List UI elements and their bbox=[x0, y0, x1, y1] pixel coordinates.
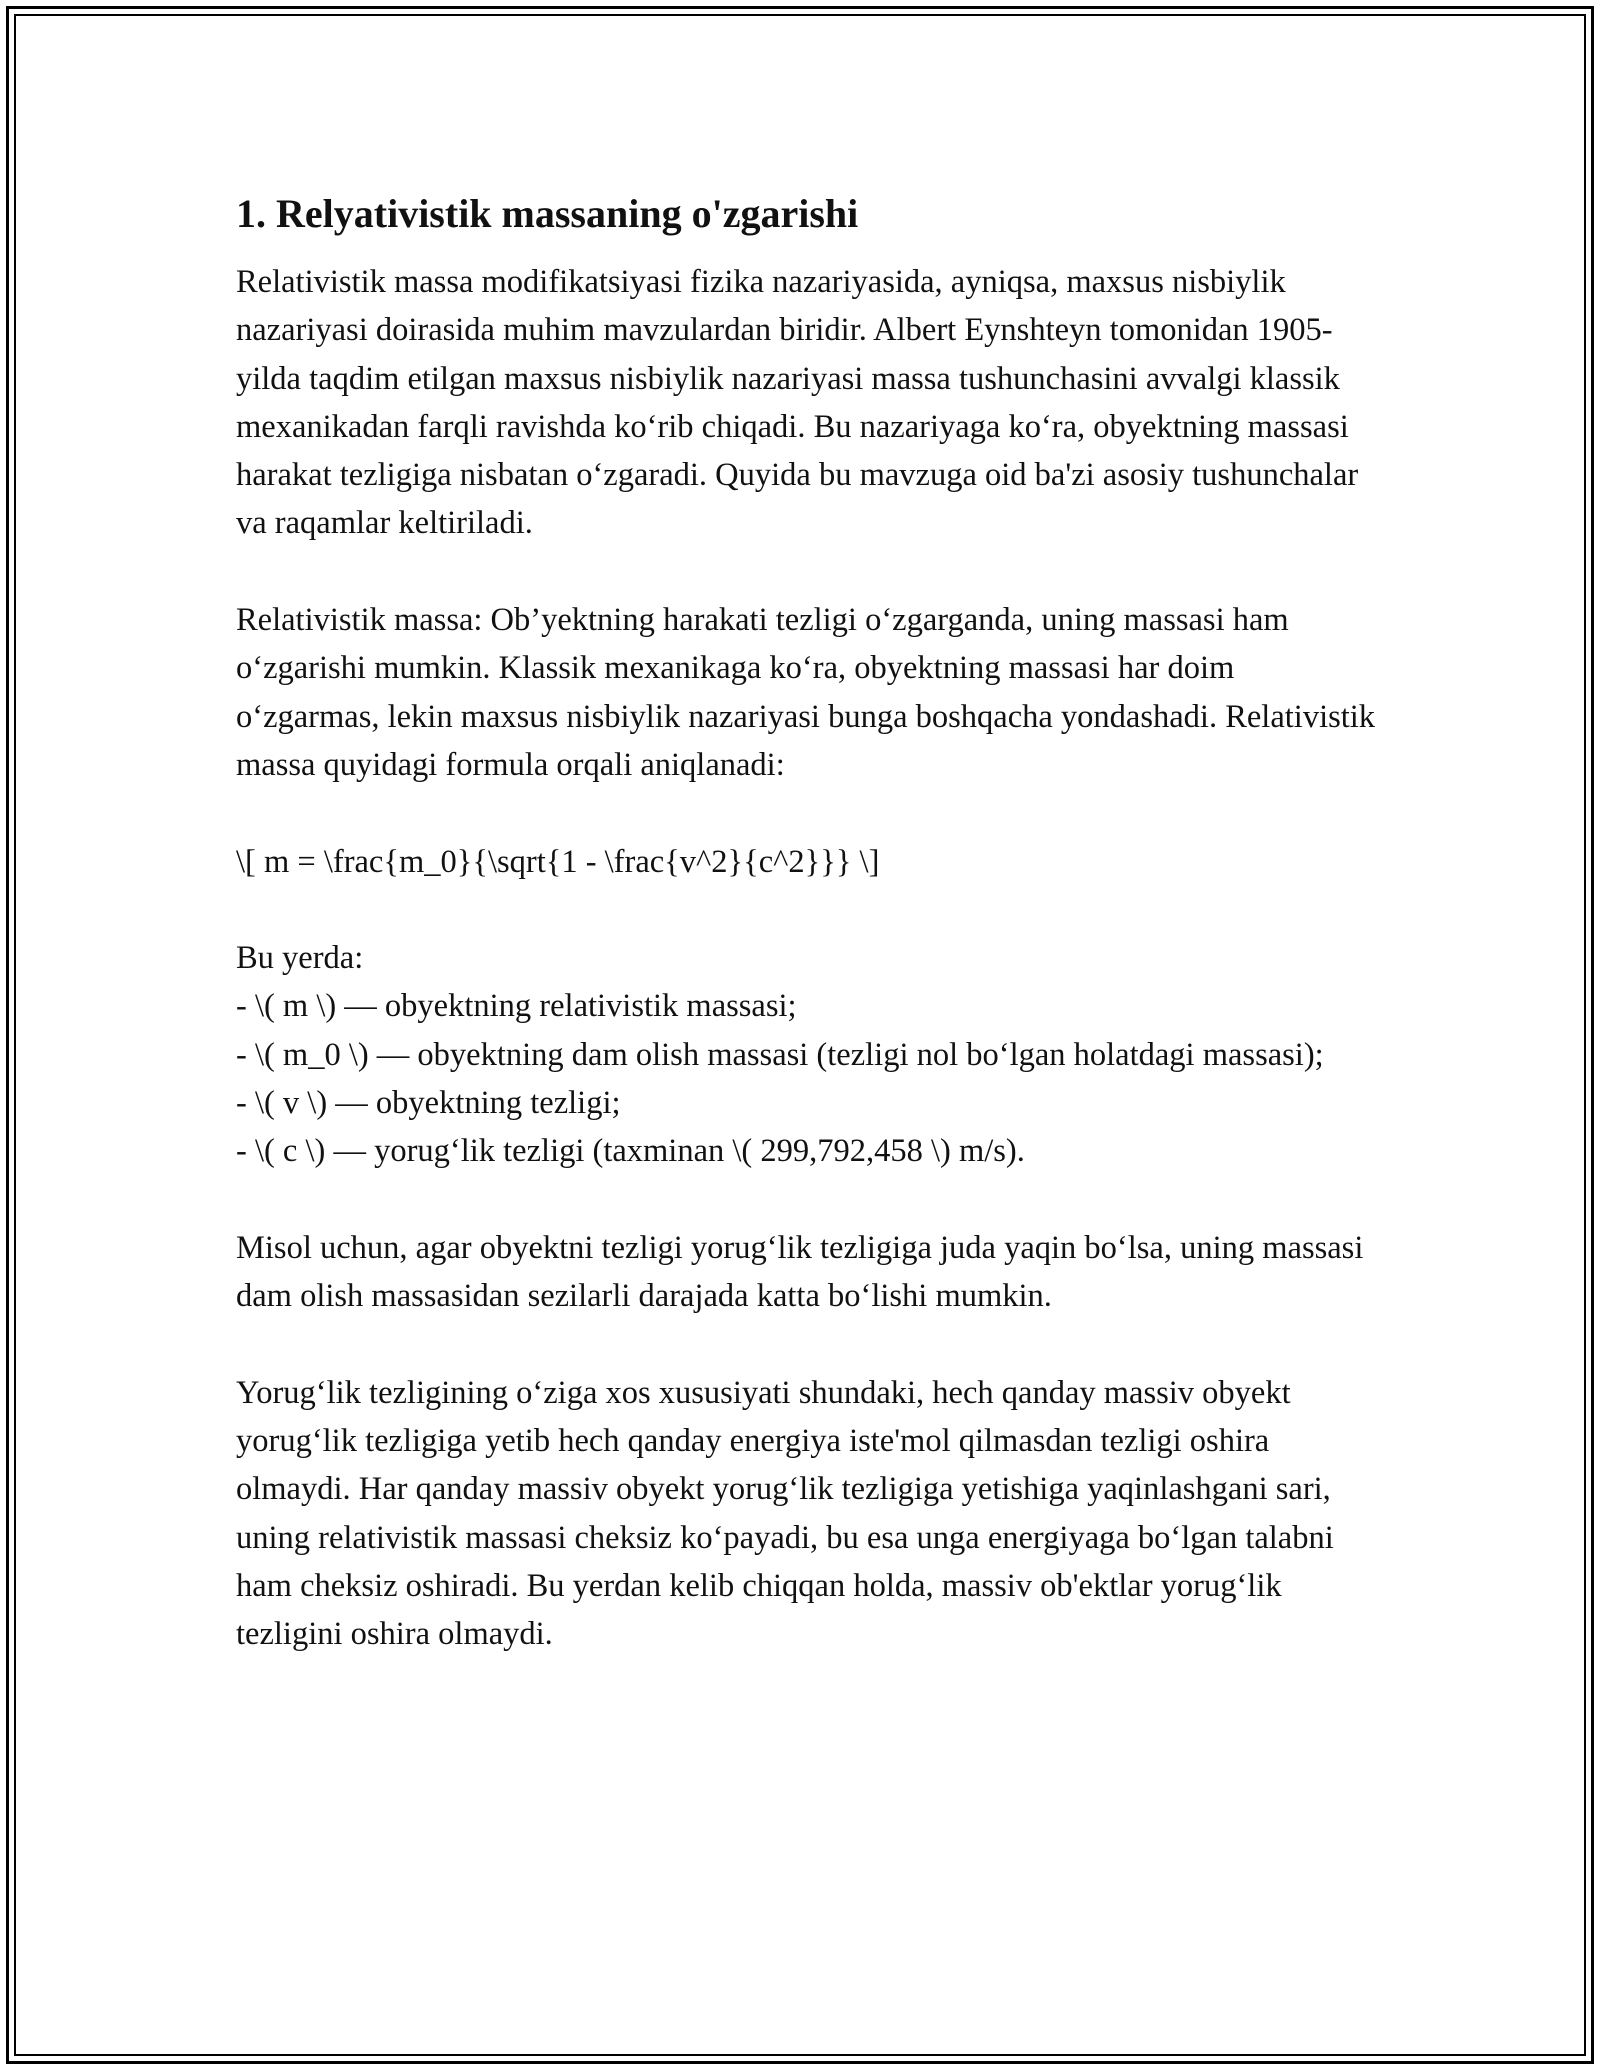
definition-item: - \( m \) — obyektning relativistik massasi; bbox=[236, 988, 797, 1025]
document-body bbox=[236, 186, 1376, 1707]
light-speed-paragraph: Yorugʻlik tezligining oʻziga xos xususiyati shundaki, hech qanday massiv obyekt yorugʻlik tezligiga yetib hech qanday energiya iste'mol qilmasdan tezligi oshira olmaydi. Har qanday massiv obyekt yorugʻlik tezligiga yetishiga yaqinlashgani sari, uning relativistik massasi cheksiz koʻpayadi, bu esa unga energiyaga boʻlgan talabni ham cheksiz oshiradi. Bu yerdan kelib chiqqan holda, massiv ob'ektlar yorugʻlik tezligini oshira olmaydi. bbox=[236, 1374, 1334, 1653]
definition-item: - \( c \) — yorugʻlik tezligi (taxminan \( 299,792,458 \) m/s). bbox=[236, 1133, 1025, 1170]
definitions-intro: Bu yerda: bbox=[236, 940, 364, 977]
definition-item: - \( v \) — obyektning tezligi; bbox=[236, 1085, 621, 1122]
mass-formula: \[ m = \frac{m_0}{\sqrt{1 - \frac{v^2}{c^2}}} \] bbox=[236, 843, 880, 880]
example-paragraph: Misol uchun, agar obyektni tezligi yorugʻlik tezligiga juda yaqin boʻlsa, uning massasi dam olish massasidan sezilarli darajada katta boʻlishi mumkin. bbox=[236, 1229, 1364, 1315]
intro-paragraph: Relativistik massa modifikatsiyasi fizika nazariyasida, ayniqsa, maxsus nisbiylik nazariyasi doirasida muhim mavzulardan biridir. Albert Eynshteyn tomonidan 1905-yilda taqdim etilgan maxsus nisbiylik nazariyasi massa tushunchasini avvalgi klassik mexanikadan farqli ravishda koʻrib chiqadi. Bu nazariyaga koʻra, obyektning massasi harakat tezligiga nisbatan oʻzgaradi. Quyida bu mavzuga oid ba'zi asosiy tushunchalar va raqamlar keltiriladi. bbox=[236, 264, 1359, 542]
definitions-list bbox=[236, 934, 1376, 1175]
definition-item: - \( m_0 \) — obyektning dam olish massasi (tezligi nol boʻlgan holatdagi massasi); bbox=[236, 1036, 1324, 1073]
section-heading: 1. Relyativistik massaning o'zgarishi bbox=[236, 191, 859, 236]
relativistic-mass-paragraph: Relativistik massa: Ob’yektning harakati tezligi oʻzgarganda, uning massasi ham oʻzgarishi mumkin. Klassik mexanikaga koʻra, obyektning massasi har doim oʻzgarmas, lekin maxsus nisbiylik nazariyasi bunga boshqacha yondashadi. Relativistik massa quyidagi formula orqali aniqlanadi: bbox=[236, 602, 1376, 783]
